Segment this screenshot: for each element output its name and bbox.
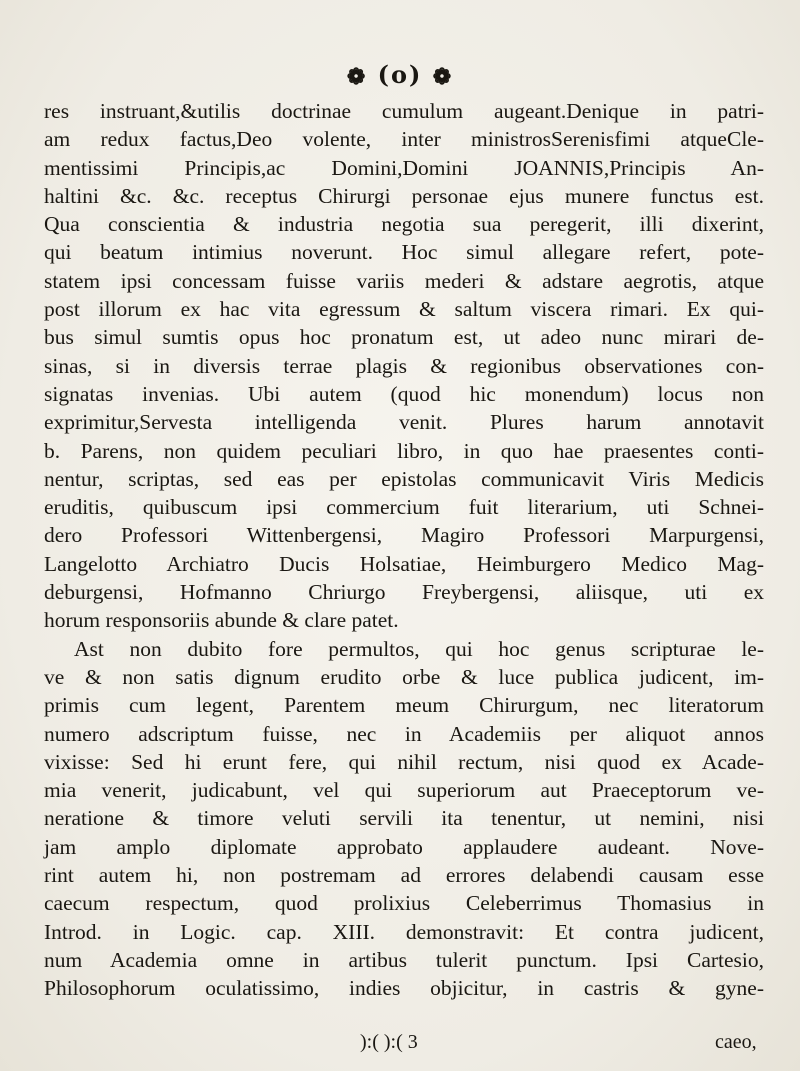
text-line: bus simul sumtis opus hoc pronatum est, ut adeo nunc mirari de-: [44, 325, 764, 350]
text-line: jam amplo diplomate approbato applaudere audeant. Nove-: [44, 834, 764, 859]
catchword: caeo,: [715, 1031, 757, 1053]
text-line: exprimitur,Servesta intelligenda venit. Plures harum annotavit: [44, 410, 764, 435]
flower-ornament-icon: ❁: [432, 63, 454, 90]
text-line: qui beatum intimius noverunt. Hoc simul allegare refert, pote-: [44, 240, 764, 265]
text-line: Langelotto Archiatro Ducis Holsatiae, Heimburgero Medico Mag-: [44, 551, 764, 576]
text-line: primis cum legent, Parentem meum Chirurgum, nec literatorum: [44, 693, 764, 718]
text-line: dero Professori Wittenbergensi, Magiro Professori Marpurgensi,: [44, 523, 764, 548]
text-line: nentur, scriptas, sed eas per epistolas communicavit Viris Medicis: [44, 466, 764, 491]
text-line: res instruant,&utilis doctrinae cumulum augeant.Denique in patri-: [44, 99, 764, 123]
signature-mark: ):( ):( 3: [360, 1031, 418, 1053]
flower-ornament-icon: ❁: [346, 63, 368, 90]
text-line: num Academia omne in artibus tulerit punctum. Ipsi Cartesio,: [44, 947, 764, 972]
text-line: Qua conscientia & industria negotia sua peregerit, illi dixerint,: [44, 212, 764, 237]
text-line: rint autem hi, non postremam ad errores delabendi causam esse: [44, 863, 764, 888]
text-line: mentissimi Principis,ac Domini,Domini JOANNIS,Principis An-: [44, 155, 764, 180]
text-line: Introd. in Logic. cap. XIII. demonstravit: Et contra judicent,: [44, 919, 764, 944]
text-line: numero adscriptum fuisse, nec in Academiis per aliquot annos: [44, 721, 764, 746]
text-line: deburgensi, Hofmanno Chriurgo Freybergensi, aliisque, uti ex: [44, 580, 764, 605]
text-line: b. Parens, non quidem peculiari libro, in quo hae praesentes conti-: [44, 438, 764, 463]
text-line: Ast non dubito fore permultos, qui hoc genus scripturae le-: [74, 636, 764, 661]
text-line: am redux factus,Deo volente, inter ministrosSerenisfimi atqueCle-: [44, 127, 764, 152]
text-line: ve & non satis dignum erudito orbe & luce publica judicent, im-: [44, 664, 764, 689]
latin-text-body: [44, 97, 764, 1003]
text-line: sinas, si in diversis terrae plagis & regionibus observationes con-: [44, 353, 764, 378]
text-line: mia venerit, judicabunt, vel qui superiorum aut Praeceptorum ve-: [44, 778, 764, 803]
page-marker: (o): [377, 60, 423, 89]
text-line: eruditis, quibuscum ipsi commercium fuit literarium, uti Schnei-: [44, 495, 764, 520]
text-line: caecum respectum, quod prolixius Celeberrimus Thomasius in: [44, 891, 764, 916]
text-line: statem ipsi concessam fuisse variis mederi & adstare aegrotis, atque: [44, 268, 764, 293]
page-header: [0, 60, 800, 90]
page-footer: [360, 1031, 780, 1054]
text-line: post illorum ex hac vita egressum & saltum viscera rimari. Ex qui-: [44, 297, 764, 322]
text-line: horum responsoriis abunde & clare patet.: [44, 608, 399, 633]
text-line: neratione & timore veluti servili ita tenentur, ut nemini, nisi: [44, 806, 764, 831]
text-line: vixisse: Sed hi erunt fere, qui nihil rectum, nisi quod ex Acade-: [44, 749, 764, 774]
text-line: Philosophorum oculatissimo, indies objicitur, in castris & gyne-: [44, 976, 764, 1001]
text-line: signatas invenias. Ubi autem (quod hic monendum) locus non: [44, 381, 764, 406]
text-line: haltini &c. &c. receptus Chirurgi personae ejus munere functus est.: [44, 183, 764, 208]
